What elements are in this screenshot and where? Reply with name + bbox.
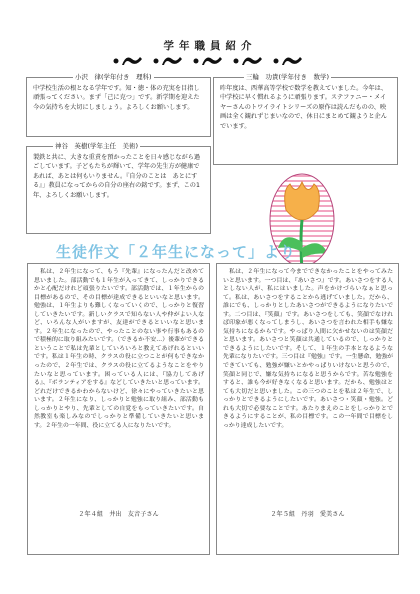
- staff-message: 中学校生活の根となる学年です。知・徳・体の充実を目指し頑張ってください。まず「己に克つ」です。新学期を迎えた今の気持ちを大切にしましょう。よろしくお願いします。: [33, 85, 200, 111]
- essay-author: ２年４組 井出 友音子さん: [78, 511, 159, 518]
- essay-section-heading: 生徒作文「２年生になって」より: [56, 243, 297, 261]
- staff-intro-kamiya: [26, 142, 211, 234]
- staff-intro-ozawa: [26, 73, 211, 137]
- page-title: 学年職員紹介: [163, 40, 257, 52]
- staff-name: 神谷 英樹(学年主任 美術): [55, 142, 139, 150]
- staff-name: 三輪 功貴(学年付き 数学): [246, 73, 330, 81]
- staff-name: 小沢 律(学年付き 理科): [75, 73, 152, 81]
- staff-message: 昨年度は、西華高等学校で数学を教えていました。今年は、中学校に早く慣れるように頑張ります。ステファニー・メイヤーさんのトワイライトシリーズの原作は読んだものの、映画は全く観れずじまいなので、休日にまとめて観ようと企んでいます。: [220, 85, 388, 130]
- essay-text: 私は、２年生になって、もう『先輩』になったんだと改めて思いました。部活動でも１年生が入ってきて、しっかりできるかと心配だけれど頑張りたいです。部活動では、１年生からの目標があるので、その目標が達成できるといいなと思います。勉強は、１年生よりも難しくなっていくので、しっかりと復習していきたいです。新しいクラスで知らない人や仲がよい人など、いろんな人がいますが、友達ができるといいなと思います。２年生になったので、やったことのない事や行事もあるので積極的に取り組みたいです。（できるか不安…）後輩ができるということで私は先輩としていろいろと教えてあげれるといいです。私は１年生の時、クラスの役に立つことが何もできなかったので、２年生では、クラスの役に立てるようなことをやりたいなと思っています。困っている人には、『協力してあげる』、『ボランティアをする』などしていきたいと思っています。どれだけできるかわからないけど、徐々にやっていきたいと思います。２年生になり、しっかりと勉強に取り組み、部活動もしっかりとやり、先輩としての自覚をもっていきたいです。自然教室も楽しみなのでしっかりと準備していきたいと思います。２年生の一年間、役に立てる人になりたいです。: [34, 269, 204, 429]
- staff-intro-miwa: [213, 73, 398, 165]
- title-decoration: [112, 53, 308, 68]
- essay-author: ２年５組 丹羽 愛美さん: [270, 511, 345, 518]
- essay-box-ide: [27, 263, 210, 555]
- essay-text: 私は、２年生になって今までできなかったことをやってみたいと思います。一つ目は、『あいさつ』です。あいさつをする人としない人が、私にはいました。声をかけづらいなぁと思って。私は、あいさつをすることから逃げていました。だから、誰にでも、しっかりとしたあいさつができるようになりたいです。二つ目は、『笑顔』です。あいさつをしても、笑顔でなければ印象が悪くなってしまうし、あいさつを言われた相手も嫌な気持ちになるからです。やっぱり人間に欠かせないのは笑顔だと思います。あいさつと笑顔は共通しているので、しっかりとできるようにしたいです。そして、１年生の手本となるような先輩になりたいです。三つ目は『勉強』です。一生懸命、勉強ができていても、勉強が嫌いとかやっぱりいけないと思うので、笑顔と同じで、嫌な気持ちになると思うからです。苦な勉強をすると、誰も今が好きなくなると思います。だから、勉強はとても大切だと思いました。この三つのことを私は２年生で、しっかりとできるようにしたいです。あいさつ・笑顔・勉強。どれも大切で必要なことです。あたりまえのことをしっかりとできるようにすることが、私の目標です。この一年間で目標をしっかり達成したいです。: [223, 269, 393, 429]
- essay-box-niwa: [216, 263, 399, 555]
- staff-message: 製鉄と共に、大きな重責を預かったことを日々感じながら過ごしています。子どもたちが輝いて、学年の先生方が健康であれば、あとは何もいりません。『自分のことは あとにする』」教員になってからの自分の座右の銘です。まず、この1年、よろしくお願いします。: [33, 154, 201, 199]
